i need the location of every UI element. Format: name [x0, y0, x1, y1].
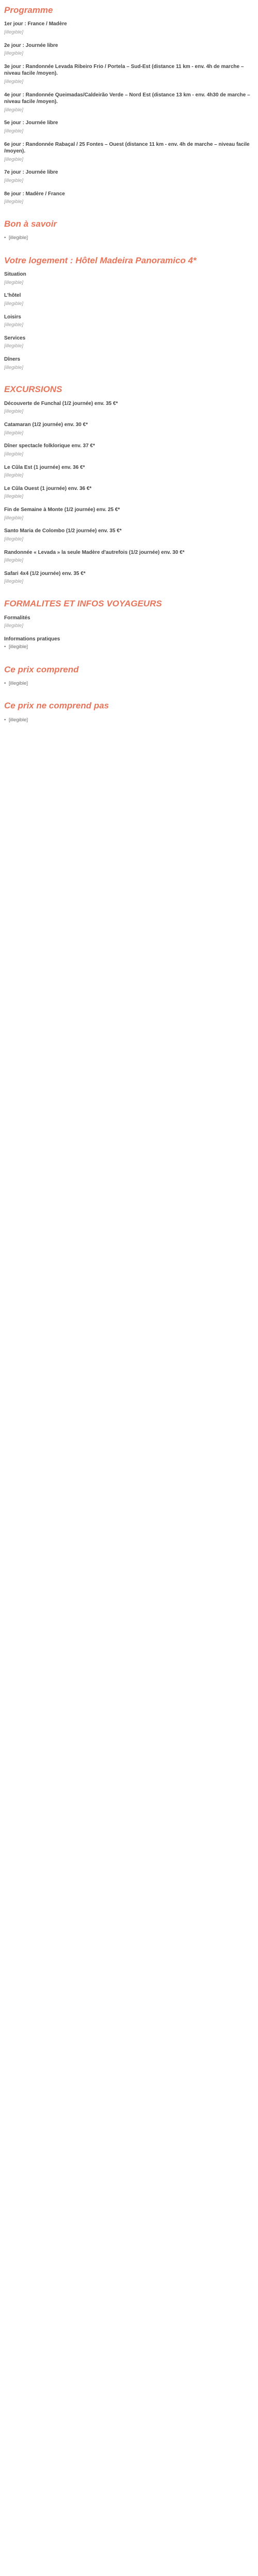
programme-day-label: 4e jour : Randonnée Queimadas/Caldeirão Verde – Nord Est (distance 13 km - env. 4h30 de marche – niveau facile /moyen). — [4, 92, 250, 105]
programme-day-label: 3e jour : Randonnée Levada Ribeiro Frio / Portela – Sud-Est (distance 11 km - env. 4h de marche – niveau facile /moyen). — [4, 63, 244, 77]
illegible-text: [illegible] — [4, 472, 23, 479]
programme-day-label: 5e jour : Journée libre — [4, 120, 58, 126]
illegible-text: [illegible] — [4, 177, 23, 183]
formalites-title: FORMALITES ET INFOS VOYAGEURS — [4, 599, 162, 609]
programme-title: Programme — [4, 5, 53, 15]
illegible-text: [illegible] — [4, 623, 23, 629]
illegible-text: [illegible] — [4, 156, 23, 162]
illegible-text: [illegible] — [4, 364, 23, 370]
excursion-item — [4, 464, 254, 479]
list-item: • [illegible] — [4, 643, 254, 651]
programme-day-label: 7e jour : Journée libre — [4, 170, 58, 176]
programme-section — [4, 5, 254, 206]
logement-subsection-label: Situation — [4, 272, 26, 278]
programme-day-label: 8e jour : Madère / France — [4, 191, 65, 197]
programme-day — [4, 120, 254, 134]
excursion-label: Randonnée « Levada » la seule Madère d'autrefois (1/2 journée) env. 30 €* — [4, 549, 185, 555]
programme-day — [4, 141, 254, 163]
programme-day — [4, 42, 254, 57]
illegible-text: [illegible] — [4, 78, 23, 84]
bon-a-savoir-section — [4, 219, 254, 242]
illegible-text: [illegible] — [4, 579, 23, 585]
page — [0, 0, 258, 748]
excursion-item — [4, 421, 254, 436]
prix-comprend-title: Ce prix comprend — [4, 664, 79, 674]
list-item: • [illegible] — [4, 680, 254, 687]
excursion-item — [4, 506, 254, 521]
excursion-label: Catamaran (1/2 journée) env. 30 €* — [4, 422, 88, 428]
infos-pratiques-subtitle: Informations pratiques — [4, 636, 60, 642]
illegible-text: [illegible] — [4, 50, 23, 57]
excursion-item — [4, 528, 254, 543]
logement-subsection — [4, 335, 254, 350]
excursion-label: Le Cûla Est (1 journée) env. 36 €* — [4, 464, 85, 470]
logement-subsection — [4, 356, 254, 371]
logement-title: Votre logement : Hôtel Madeira Panoramico 4* — [4, 255, 197, 265]
illegible-text: [illegible] — [4, 430, 23, 436]
illegible-text: [illegible] — [4, 557, 23, 564]
excursion-label: Découverte de Funchal (1/2 journée) env. 35 €* — [4, 400, 118, 406]
prix-ne-comprend-pas-title: Ce prix ne comprend pas — [4, 701, 109, 711]
illegible-text: [illegible] — [4, 322, 23, 328]
illegible-text: [illegible] — [4, 343, 23, 349]
programme-day-label: 1er jour : France / Madère — [4, 21, 67, 27]
prix-comprend-list — [4, 680, 254, 687]
formalites-block — [4, 615, 254, 630]
logement-subsection — [4, 314, 254, 329]
illegible-text: [illegible] — [4, 128, 23, 134]
illegible-text: [illegible] — [4, 536, 23, 542]
prix-ne-comprend-pas-section — [4, 701, 254, 724]
excursion-item — [4, 570, 254, 585]
excursion-item — [4, 400, 254, 415]
excursion-label: Santo Maria de Colombo (1/2 journée) env. 35 €* — [4, 528, 122, 534]
programme-day — [4, 92, 254, 114]
infos-pratiques-list — [4, 643, 254, 651]
programme-day-label: 6e jour : Randonnée Rabaçal / 25 Fontes – Ouest (distance 11 km - env. 4h de marche – niveau facile /moyen). — [4, 141, 250, 155]
bon-a-savoir-title: Bon à savoir — [4, 219, 57, 229]
excursion-label: Safari 4x4 (1/2 journée) env. 35 €* — [4, 570, 86, 577]
excursion-item — [4, 485, 254, 500]
prix-ne-comprend-pas-list — [4, 717, 254, 724]
formalites-section — [4, 599, 254, 651]
programme-day — [4, 63, 254, 86]
excursion-label: Le Cûla Ouest (1 journée) env. 36 €* — [4, 485, 92, 492]
illegible-text: [illegible] — [4, 451, 23, 457]
logement-subsection — [4, 271, 254, 286]
programme-day-label: 2e jour : Journée libre — [4, 42, 58, 48]
illegible-text: [illegible] — [4, 199, 23, 205]
infos-pratiques-block — [4, 636, 254, 651]
illegible-text: [illegible] — [4, 279, 23, 285]
illegible-text: [illegible] — [4, 29, 23, 35]
bon-a-savoir-list — [4, 234, 254, 242]
excursion-item — [4, 443, 254, 457]
illegible-text: [illegible] — [4, 494, 23, 500]
logement-subsection — [4, 292, 254, 307]
illegible-text: [illegible] — [4, 515, 23, 521]
programme-day — [4, 21, 254, 36]
excursions-title: EXCURSIONS — [4, 384, 62, 395]
illegible-text: [illegible] — [4, 107, 23, 113]
logement-subsection-label: Loisirs — [4, 314, 21, 320]
excursions-section — [4, 384, 254, 585]
logement-section — [4, 256, 254, 371]
logement-subsection-label: Dîners — [4, 357, 21, 363]
illegible-text: [illegible] — [4, 409, 23, 415]
list-item: • [illegible] — [4, 717, 254, 724]
excursion-label: Dîner spectacle folklorique env. 37 €* — [4, 443, 95, 449]
prix-comprend-section — [4, 665, 254, 688]
excursion-label: Fin de Semaine à Monte (1/2 journée) env. 25 €* — [4, 507, 120, 513]
programme-day — [4, 191, 254, 206]
logement-subsection-label: L'hôtel — [4, 293, 21, 299]
illegible-text: [illegible] — [4, 300, 23, 307]
formalites-subtitle: Formalités — [4, 615, 30, 621]
logement-subsection-label: Services — [4, 335, 26, 341]
programme-day — [4, 169, 254, 184]
list-item: • [illegible] — [4, 234, 254, 242]
excursion-item — [4, 549, 254, 564]
